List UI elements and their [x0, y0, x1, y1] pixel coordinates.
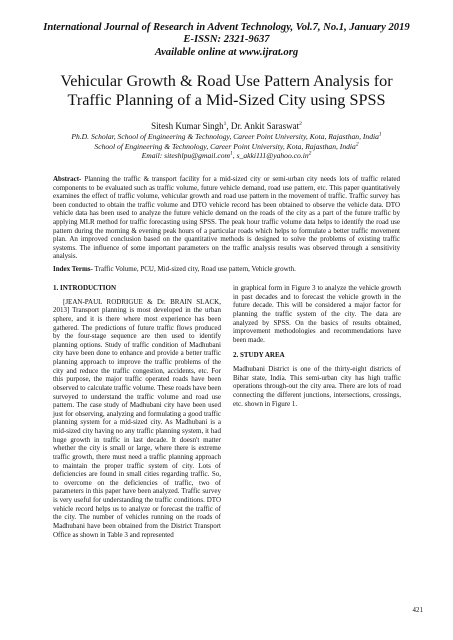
affiliation-2-text: School of Engineering & Technology, Career Point University, Kota, Rajasthan, India — [94, 141, 356, 151]
author-1-marker: 1 — [223, 121, 227, 127]
introduction-continued-paragraph: in graphical form in Figure 3 to analyze the vehicle growth in past decades and to forecast the vehicle growth in the future decade. This will be considered a major factor for planning the traffic system of the city. The data are analyzed by SPSS. On the basics of results obtained, improvement methodologies and recommendations have been made. — [233, 284, 401, 344]
journal-issn: E-ISSN: 2321-9637 — [183, 34, 270, 46]
author-block — [10, 120, 443, 161]
study-area-heading: 2. STUDY AREA — [233, 351, 285, 360]
abstract — [53, 175, 400, 261]
left-column — [53, 284, 221, 539]
affiliation-1 — [10, 132, 443, 142]
paper-title — [20, 72, 433, 110]
affiliation-2 — [10, 142, 443, 152]
journal-availability: Available online at www.ijrat.org — [154, 46, 299, 58]
right-column — [233, 284, 401, 408]
affiliation-1-marker: 1 — [378, 131, 382, 138]
author-2-name: , Dr. Ankit Saraswat — [226, 121, 300, 131]
study-area-paragraph: Madhubani District is one of the thirty-eight districts of Bihar state, India. This semi-urban city has high traffic operations through-out the city area. There are lots of road connecting the different junctions, intersections, crossings, etc. shown in Figure 1. — [233, 365, 401, 408]
paper-title-line-2: Traffic Planning of a Mid-Sized City using SPSS — [67, 91, 386, 109]
introduction-paragraph: [JEAN-PAUL RODRIGUE & Dr. BRAIN SLACK, 2013] Transport planning is most developed in the urban sphere, and it is there where most experience has been gathered. The predictions of future traffic flows produced by the four-stage sequence are then used to identify planning options. Study of traffic condition of Madhubani city have been done to enhance and provide a better traffic planning approach to improve the traffic problems of the city and reduce the traffic congestion, accidents, etc. For this purpose, the major traffic operated roads have been observed to calculate traffic volume. These roads have been surveyed to understand the traffic volume and road use pattern. The case study of Madhubani city have been used just for observing, analyzing and formulating a good traffic planning system for a mid-sized city. As Madhubani is a mid-sized city having no any traffic planning system, it had huge growth in traffic in last decade. It doesn't matter whether the city is small or large, where there is extreme traffic growth, there must need a traffic planning approach to maintain the proper traffic system of city. Lots of deficiencies are found in small cities regarding traffic. So, to overcome on the deficiencies of traffic, two of parameters in this paper have been analyzed. Traffic survey is very useful for understanding the traffic conditions. DTO vehicle record helps us to analyze or forecast the traffic of the city. The number of vehicles running on the roads of Madhubani have been obtained from the District Transport Office as shown in Table 3 and represented — [53, 297, 221, 539]
email-1-text: Email: siteshlpu@gmail.com — [141, 151, 231, 161]
author-1-name: Sitesh Kumar Singh — [151, 121, 224, 131]
paper-title-line-1: Vehicular Growth & Road Use Pattern Analysis for — [60, 72, 393, 90]
journal-citation: International Journal of Research in Advent Technology, Vol.7, No.1, January 2019 — [43, 22, 410, 33]
abstract-text: Planning the traffic & transport facility for a mid-sized city or semi-urban city needs lots of traffic related components to be evaluated such as traffic volume, future vehicle demand, road use pattern, etc. This paper quantitatively examines the effect of traffic volume, vehicular growth and road use pattern in the movement of traffic. Traffic survey has been conducted to obtain the traffic volume and DTO vehicle record has been obtained to observe the vehicle data. DTO vehicle data has been used to analyze the future vehicle demand on the roads of the city as a part of the future traffic by applying MLR method for traffic forecasting using SPSS. The peak hour traffic volume data helps to identify the road use pattern during the morning & evening peak hours of a particular roads which helps to formulate a better traffic movement plan. An improved conclusion based on the quantitative methods is designed to solve the problems of existing traffic systems. The influence of some important parameters on the traffic analysis results was observed through a sensitivity analysis. — [53, 175, 400, 261]
abstract-label: Abstract- — [53, 175, 82, 183]
index-terms-label: Index Terms- — [53, 265, 93, 273]
index-terms — [53, 265, 400, 274]
affiliation-1-text: Ph.D. Scholar, School of Engineering & Technology, Career Point University, Kota, Rajasthan, India — [71, 132, 379, 141]
author-emails — [10, 151, 443, 161]
email-1-marker: 1 — [230, 150, 233, 157]
author-2-marker: 2 — [299, 121, 302, 127]
introduction-heading: 1. INTRODUCTION — [53, 284, 117, 292]
index-terms-text: Traffic Volume, PCU, Mid-sized city, Road use pattern, Vehicle growth. — [92, 265, 296, 273]
email-2-marker: 2 — [308, 150, 312, 157]
email-2-text: , s_akki111@yahoo.co.in — [232, 151, 309, 161]
author-names — [10, 120, 443, 132]
page-number: 421 — [412, 606, 423, 614]
journal-header — [0, 22, 453, 59]
affiliation-2-marker: 2 — [355, 141, 359, 148]
